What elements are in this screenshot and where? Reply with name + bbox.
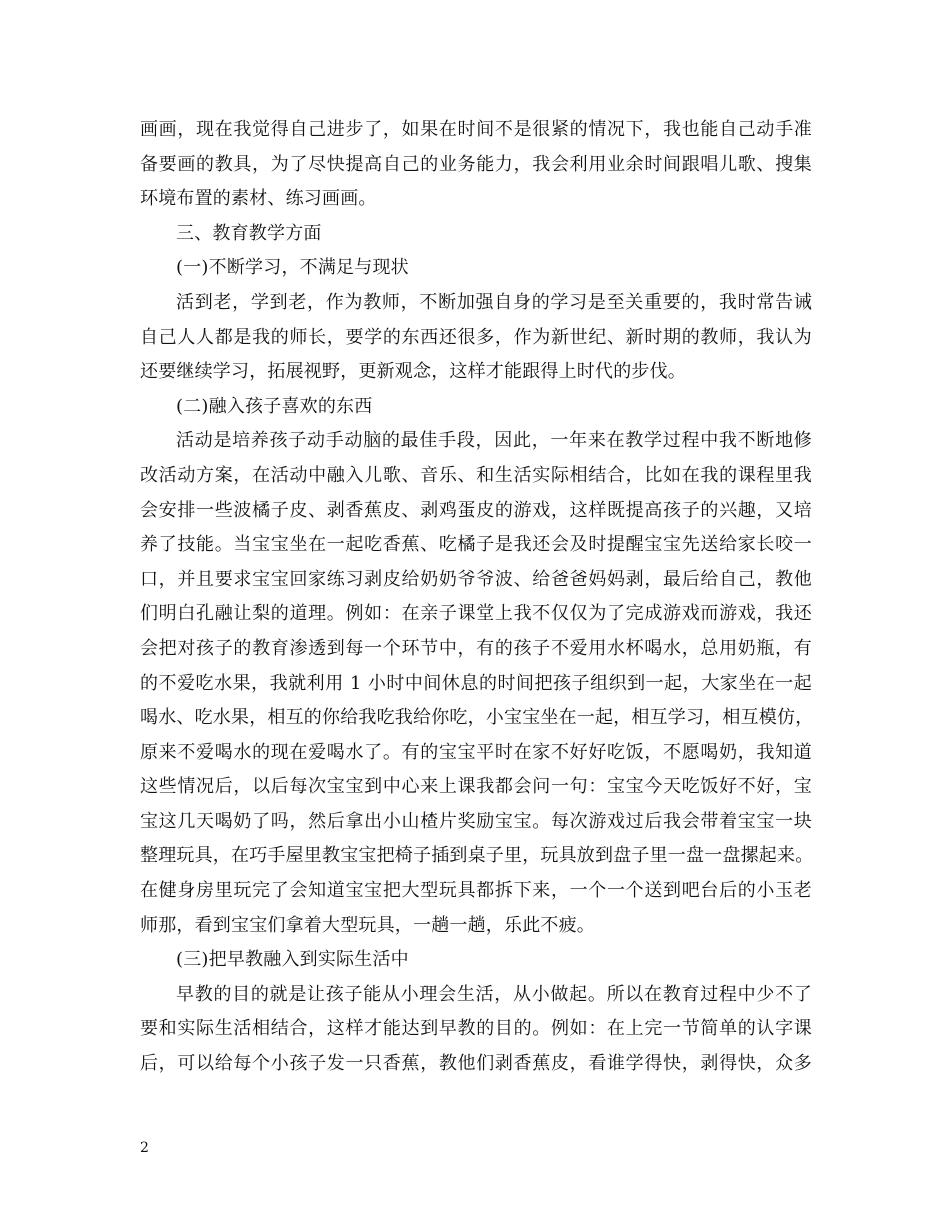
text-line: 早教的目的就是让孩子能从小理会生活，从小做起。所以在教育过程中少不了 [176,983,812,1005]
text-line: 会把对孩子的教育渗透到每一个环节中，有的孩子不爱用水杯喝水，总用奶瓶，有 [140,637,812,659]
page-number: 2 [140,1140,149,1156]
text-line: 在健身房里玩完了会知道宝宝把大型玩具都拆下来，一个一个送到吧台后的小玉老 [140,880,812,902]
text-line: 们明白孔融让梨的道理。例如：在亲子课堂上我不仅仅为了完成游戏而游戏，我还 [140,603,812,625]
text-line: 还要继续学习，拓展视野，更新观念，这样才能跟得上时代的步伐。 [140,361,686,383]
section-heading: 三、教育教学方面 [176,222,322,244]
text-line: 改活动方案，在活动中融入儿歌、音乐、和生活实际相结合，比如在我的课程里我 [140,464,812,486]
text-line: 整理玩具，在巧手屋里教宝宝把椅子插到桌子里，玩具放到盘子里一盘一盘摞起来。 [140,845,814,867]
text-line: 师那，看到宝宝们拿着大型玩具，一趟一趟，乐此不疲。 [140,914,595,936]
text-line: 这些情况后，以后每次宝宝到中心来上课我都会问一句：宝宝今天吃饭好不好，宝 [140,776,812,798]
text-line: 会安排一些波橘子皮、剥香蕉皮、剥鸡蛋皮的游戏，这样既提高孩子的兴趣，又培 [140,499,812,521]
section-heading: (二)融入孩子喜欢的东西 [176,395,373,417]
text-line: 养了技能。当宝宝坐在一起吃香蕉、吃橘子是我还会及时提醒宝宝先送给家长咬一 [140,534,812,556]
text-line: 宝这几天喝奶了吗，然后拿出小山楂片奖励宝宝。每次游戏过后我会带着宝宝一块 [140,810,812,832]
text-line: 活动是培养孩子动手动脑的最佳手段，因此，一年来在教学过程中我不断地修 [176,430,812,452]
text-line: 活到老，学到老，作为教师，不断加强自身的学习是至关重要的，我时常告诫 [176,291,812,313]
text-line: 自己人人都是我的师长，要学的东西还很多，作为新世纪、新时期的教师，我认为 [140,326,812,348]
text-line: 的不爱吃水果，我就利用 1 小时中间休息的时间把孩子组织到一起，大家坐在一起 [140,672,812,694]
text-line: 口，并且要求宝宝回家练习剥皮给奶奶爷爷波、给爸爸妈妈剥，最后给自己，教他 [140,568,812,590]
text-line: 备要画的教具，为了尽快提高自己的业务能力，我会利用业余时间跟唱儿歌、搜集 [140,153,812,175]
text-line: 后，可以给每个小孩子发一只香蕉，教他们剥香蕉皮，看谁学得快，剥得快，众多 [140,1053,812,1075]
document-body [140,113,812,1082]
text-line: 画画，现在我觉得自己进步了，如果在时间不是很紧的情况下，我也能自己动手准 [140,119,812,140]
text-line: 要和实际生活相结合，这样才能达到早教的目的。例如：在上完一节简单的认字课 [140,1018,812,1040]
section-heading: (一)不断学习，不满足与现状 [176,257,409,279]
section-heading: (三)把早教融入到实际生活中 [176,949,409,971]
text-line: 原来不爱喝水的现在爱喝水了。有的宝宝平时在家不好好吃饭，不愿喝奶，我知道 [140,741,812,763]
text-line: 喝水、吃水果，相互的你给我吃我给你吃，小宝宝坐在一起，相互学习，相互模仿， [140,707,814,729]
text-line: 环境布置的素材、练习画画。 [140,188,377,210]
